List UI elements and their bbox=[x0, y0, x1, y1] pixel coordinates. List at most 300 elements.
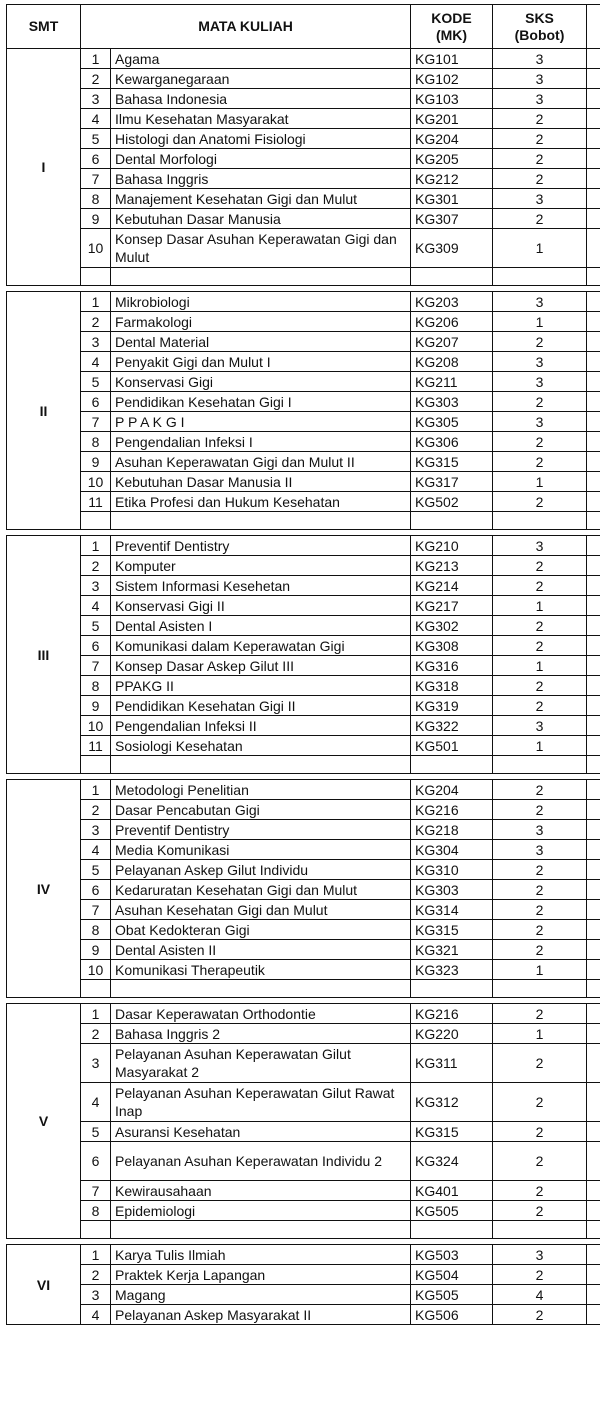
blank-row bbox=[7, 512, 600, 530]
course-number: 2 bbox=[81, 1024, 111, 1044]
table-edge bbox=[587, 452, 600, 472]
course-name: Ilmu Kesehatan Masyarakat bbox=[111, 109, 411, 129]
course-number: 3 bbox=[81, 89, 111, 109]
course-name: Asuransi Kesehatan bbox=[111, 1122, 411, 1142]
course-number: 2 bbox=[81, 800, 111, 820]
table-row bbox=[7, 209, 600, 229]
table-edge bbox=[587, 596, 600, 616]
table-row bbox=[7, 800, 600, 820]
course-sks: 3 bbox=[493, 412, 587, 432]
blank-cell bbox=[111, 268, 411, 286]
course-name: Penyakit Gigi dan Mulut I bbox=[111, 352, 411, 372]
course-number: 7 bbox=[81, 1181, 111, 1201]
table-edge bbox=[587, 1285, 600, 1305]
course-code: KG303 bbox=[411, 392, 493, 412]
course-name: Preventif Dentistry bbox=[111, 820, 411, 840]
course-code: KG308 bbox=[411, 636, 493, 656]
course-code: KG217 bbox=[411, 596, 493, 616]
course-name: Epidemiologi bbox=[111, 1201, 411, 1221]
course-sks: 2 bbox=[493, 940, 587, 960]
course-sks: 2 bbox=[493, 920, 587, 940]
table-row bbox=[7, 69, 600, 89]
course-code: KG301 bbox=[411, 189, 493, 209]
table-row bbox=[7, 920, 600, 940]
course-code: KG503 bbox=[411, 1245, 493, 1265]
course-code: KG210 bbox=[411, 536, 493, 556]
course-sks: 2 bbox=[493, 616, 587, 636]
blank-cell bbox=[111, 756, 411, 774]
course-number: 4 bbox=[81, 1083, 111, 1122]
course-number: 10 bbox=[81, 716, 111, 736]
table-edge bbox=[587, 676, 600, 696]
course-number: 8 bbox=[81, 1201, 111, 1221]
course-name: Konservasi Gigi bbox=[111, 372, 411, 392]
semester-label: II bbox=[7, 292, 81, 530]
table-row bbox=[7, 1083, 600, 1122]
course-number: 1 bbox=[81, 780, 111, 800]
table-row bbox=[7, 616, 600, 636]
table-edge bbox=[587, 636, 600, 656]
course-number: 5 bbox=[81, 860, 111, 880]
course-code: KG316 bbox=[411, 656, 493, 676]
course-code: KG206 bbox=[411, 312, 493, 332]
table-row bbox=[7, 452, 600, 472]
course-code: KG216 bbox=[411, 800, 493, 820]
course-name: Pendidikan Kesehatan Gigi I bbox=[111, 392, 411, 412]
blank-cell bbox=[411, 268, 493, 286]
semester-label: III bbox=[7, 536, 81, 774]
course-code: KG213 bbox=[411, 556, 493, 576]
table-edge bbox=[587, 372, 600, 392]
course-code: KG501 bbox=[411, 736, 493, 756]
table-edge bbox=[587, 1142, 600, 1181]
table-row bbox=[7, 1201, 600, 1221]
course-number: 6 bbox=[81, 880, 111, 900]
table-row bbox=[7, 960, 600, 980]
table-edge bbox=[587, 1024, 600, 1044]
table-row bbox=[7, 352, 600, 372]
course-name: Komunikasi dalam Keperawatan Gigi bbox=[111, 636, 411, 656]
course-code: KG314 bbox=[411, 900, 493, 920]
course-number: 2 bbox=[81, 312, 111, 332]
course-sks: 2 bbox=[493, 129, 587, 149]
course-number: 8 bbox=[81, 920, 111, 940]
course-number: 8 bbox=[81, 676, 111, 696]
course-number: 1 bbox=[81, 536, 111, 556]
table-row bbox=[7, 89, 600, 109]
course-number: 3 bbox=[81, 1285, 111, 1305]
course-sks: 3 bbox=[493, 840, 587, 860]
blank-row bbox=[7, 268, 600, 286]
table-edge bbox=[587, 472, 600, 492]
course-name: Etika Profesi dan Hukum Kesehatan bbox=[111, 492, 411, 512]
table-row bbox=[7, 372, 600, 392]
course-number: 11 bbox=[81, 736, 111, 756]
table-edge bbox=[587, 1083, 600, 1122]
course-code: KG506 bbox=[411, 1305, 493, 1325]
course-code: KG321 bbox=[411, 940, 493, 960]
course-code: KG103 bbox=[411, 89, 493, 109]
table-header bbox=[7, 5, 600, 49]
course-number: 6 bbox=[81, 392, 111, 412]
blank-cell bbox=[411, 756, 493, 774]
course-code: KG324 bbox=[411, 1142, 493, 1181]
course-code: KG204 bbox=[411, 780, 493, 800]
course-sks: 2 bbox=[493, 780, 587, 800]
course-code: KG505 bbox=[411, 1201, 493, 1221]
table-row bbox=[7, 820, 600, 840]
course-name: Media Komunikasi bbox=[111, 840, 411, 860]
blank-cell bbox=[81, 756, 111, 774]
course-number: 10 bbox=[81, 229, 111, 268]
table-edge bbox=[587, 920, 600, 940]
course-name: Mikrobiologi bbox=[111, 292, 411, 312]
course-name: Asuhan Keperawatan Gigi dan Mulut II bbox=[111, 452, 411, 472]
table-edge bbox=[587, 840, 600, 860]
course-sks: 3 bbox=[493, 1245, 587, 1265]
course-code: KG317 bbox=[411, 472, 493, 492]
course-sks: 2 bbox=[493, 392, 587, 412]
blank-cell bbox=[493, 756, 587, 774]
course-number: 2 bbox=[81, 1265, 111, 1285]
course-sks: 3 bbox=[493, 536, 587, 556]
course-number: 5 bbox=[81, 1122, 111, 1142]
course-number: 1 bbox=[81, 49, 111, 69]
course-sks: 3 bbox=[493, 69, 587, 89]
course-sks: 2 bbox=[493, 1083, 587, 1122]
header-sks-line2: (Bobot) bbox=[514, 26, 565, 43]
table-row bbox=[7, 1024, 600, 1044]
course-sks: 3 bbox=[493, 89, 587, 109]
course-number: 5 bbox=[81, 129, 111, 149]
course-number: 6 bbox=[81, 636, 111, 656]
course-name: Asuhan Kesehatan Gigi dan Mulut bbox=[111, 900, 411, 920]
course-number: 6 bbox=[81, 1142, 111, 1181]
course-name: Konsep Dasar Asuhan Keperawatan Gigi dan Mulut bbox=[111, 229, 411, 268]
table-edge bbox=[587, 109, 600, 129]
course-sks: 2 bbox=[493, 109, 587, 129]
blank-cell bbox=[81, 980, 111, 998]
table-row bbox=[7, 1044, 600, 1083]
course-sks: 2 bbox=[493, 1122, 587, 1142]
table-edge bbox=[587, 189, 600, 209]
blank-cell bbox=[493, 980, 587, 998]
course-number: 7 bbox=[81, 412, 111, 432]
course-sks: 2 bbox=[493, 800, 587, 820]
table-row bbox=[7, 596, 600, 616]
table-edge bbox=[587, 616, 600, 636]
table-edge bbox=[587, 1265, 600, 1285]
blank-cell bbox=[493, 512, 587, 530]
table-edge bbox=[587, 656, 600, 676]
course-sks: 2 bbox=[493, 880, 587, 900]
course-code: KG322 bbox=[411, 716, 493, 736]
table-edge bbox=[587, 900, 600, 920]
course-sks: 2 bbox=[493, 1201, 587, 1221]
table-row bbox=[7, 880, 600, 900]
course-number: 9 bbox=[81, 452, 111, 472]
course-name: Dental Asisten I bbox=[111, 616, 411, 636]
table-edge bbox=[587, 736, 600, 756]
course-name: Kewarganegaraan bbox=[111, 69, 411, 89]
course-sks: 2 bbox=[493, 860, 587, 880]
course-sks: 2 bbox=[493, 492, 587, 512]
table-row bbox=[7, 432, 600, 452]
table-edge bbox=[587, 940, 600, 960]
course-number: 10 bbox=[81, 472, 111, 492]
course-code: KG304 bbox=[411, 840, 493, 860]
table-edge bbox=[587, 332, 600, 352]
course-sks: 2 bbox=[493, 1044, 587, 1083]
course-sks: 3 bbox=[493, 189, 587, 209]
course-number: 9 bbox=[81, 696, 111, 716]
course-code: KG505 bbox=[411, 1285, 493, 1305]
course-sks: 2 bbox=[493, 1305, 587, 1325]
course-name: Pendidikan Kesehatan Gigi II bbox=[111, 696, 411, 716]
table-edge bbox=[587, 229, 600, 268]
course-sks: 1 bbox=[493, 960, 587, 980]
course-name: Komunikasi Therapeutik bbox=[111, 960, 411, 980]
table-edge bbox=[587, 1245, 600, 1265]
table-edge bbox=[587, 1122, 600, 1142]
course-name: Pelayanan Asuhan Keperawatan Gilut Masyarakat 2 bbox=[111, 1044, 411, 1083]
course-sks: 1 bbox=[493, 736, 587, 756]
course-name: Magang bbox=[111, 1285, 411, 1305]
table-row bbox=[7, 392, 600, 412]
semester-label: I bbox=[7, 49, 81, 286]
course-code: KG311 bbox=[411, 1044, 493, 1083]
table-row bbox=[7, 169, 600, 189]
table-edge bbox=[587, 89, 600, 109]
table-row bbox=[7, 492, 600, 512]
blank-row bbox=[7, 1221, 600, 1239]
course-sks: 3 bbox=[493, 372, 587, 392]
course-number: 9 bbox=[81, 940, 111, 960]
course-number: 5 bbox=[81, 616, 111, 636]
blank-row bbox=[7, 980, 600, 998]
table-edge bbox=[587, 169, 600, 189]
course-number: 1 bbox=[81, 1245, 111, 1265]
course-code: KG214 bbox=[411, 576, 493, 596]
table-edge bbox=[587, 49, 600, 69]
course-code: KG306 bbox=[411, 432, 493, 452]
course-code: KG303 bbox=[411, 880, 493, 900]
table-row bbox=[7, 716, 600, 736]
table-edge bbox=[587, 352, 600, 372]
table-edge bbox=[587, 5, 600, 49]
table-row bbox=[7, 1181, 600, 1201]
course-number: 4 bbox=[81, 1305, 111, 1325]
blank-cell bbox=[493, 1221, 587, 1239]
table-edge bbox=[587, 756, 600, 774]
table-row bbox=[7, 292, 600, 312]
table-row bbox=[7, 1285, 600, 1305]
course-sks: 2 bbox=[493, 169, 587, 189]
table-edge bbox=[587, 820, 600, 840]
table-row bbox=[7, 1265, 600, 1285]
course-number: 5 bbox=[81, 372, 111, 392]
course-name: P P A K G I bbox=[111, 412, 411, 432]
course-number: 6 bbox=[81, 149, 111, 169]
course-code: KG315 bbox=[411, 452, 493, 472]
course-sks: 2 bbox=[493, 1142, 587, 1181]
semester-label: VI bbox=[7, 1245, 81, 1325]
course-number: 4 bbox=[81, 352, 111, 372]
semester-label: V bbox=[7, 1004, 81, 1239]
course-name: Sistem Informasi Kesehetan bbox=[111, 576, 411, 596]
table-row bbox=[7, 840, 600, 860]
course-sks: 2 bbox=[493, 696, 587, 716]
course-name: Pengendalian Infeksi I bbox=[111, 432, 411, 452]
course-sks: 2 bbox=[493, 149, 587, 169]
course-sks: 1 bbox=[493, 596, 587, 616]
table-row bbox=[7, 656, 600, 676]
table-row bbox=[7, 129, 600, 149]
table-row bbox=[7, 1122, 600, 1142]
table-row bbox=[7, 676, 600, 696]
header-sks-line1: SKS bbox=[525, 9, 554, 26]
table-edge bbox=[587, 312, 600, 332]
table-edge bbox=[587, 129, 600, 149]
course-name: Konservasi Gigi II bbox=[111, 596, 411, 616]
blank-cell bbox=[411, 980, 493, 998]
course-name: Pengendalian Infeksi II bbox=[111, 716, 411, 736]
course-sks: 2 bbox=[493, 432, 587, 452]
table-row bbox=[7, 736, 600, 756]
course-sks: 2 bbox=[493, 900, 587, 920]
course-number: 3 bbox=[81, 576, 111, 596]
table-edge bbox=[587, 860, 600, 880]
course-name: Histologi dan Anatomi Fisiologi bbox=[111, 129, 411, 149]
course-code: KG205 bbox=[411, 149, 493, 169]
course-code: KG315 bbox=[411, 1122, 493, 1142]
course-code: KG102 bbox=[411, 69, 493, 89]
course-sks: 1 bbox=[493, 472, 587, 492]
table-edge bbox=[587, 432, 600, 452]
course-name: Farmakologi bbox=[111, 312, 411, 332]
table-row bbox=[7, 332, 600, 352]
course-code: KG504 bbox=[411, 1265, 493, 1285]
course-code: KG310 bbox=[411, 860, 493, 880]
table-edge bbox=[587, 492, 600, 512]
header-kode-line2: (MK) bbox=[435, 26, 468, 43]
blank-cell bbox=[493, 268, 587, 286]
table-edge bbox=[587, 716, 600, 736]
blank-cell bbox=[81, 268, 111, 286]
table-row bbox=[7, 696, 600, 716]
table-row bbox=[7, 189, 600, 209]
course-sks: 2 bbox=[493, 576, 587, 596]
course-code: KG211 bbox=[411, 372, 493, 392]
table-row bbox=[7, 1004, 600, 1024]
table-row bbox=[7, 412, 600, 432]
table-row bbox=[7, 940, 600, 960]
course-sks: 1 bbox=[493, 229, 587, 268]
table-edge bbox=[587, 960, 600, 980]
course-code: KG207 bbox=[411, 332, 493, 352]
course-name: Konsep Dasar Askep Gilut III bbox=[111, 656, 411, 676]
table-edge bbox=[587, 536, 600, 556]
blank-cell bbox=[111, 1221, 411, 1239]
course-name: Bahasa Inggris 2 bbox=[111, 1024, 411, 1044]
course-name: Bahasa Indonesia bbox=[111, 89, 411, 109]
course-code: KG203 bbox=[411, 292, 493, 312]
course-name: Pelayanan Asuhan Keperawatan Gilut Rawat Inap bbox=[111, 1083, 411, 1122]
blank-cell bbox=[111, 980, 411, 998]
course-sks: 1 bbox=[493, 656, 587, 676]
course-name: Bahasa Inggris bbox=[111, 169, 411, 189]
course-name: Dasar Keperawatan Orthodontie bbox=[111, 1004, 411, 1024]
course-code: KG401 bbox=[411, 1181, 493, 1201]
blank-cell bbox=[411, 1221, 493, 1239]
table-edge bbox=[587, 1181, 600, 1201]
course-number: 7 bbox=[81, 169, 111, 189]
table-edge bbox=[587, 69, 600, 89]
blank-row bbox=[7, 756, 600, 774]
table-edge bbox=[587, 1305, 600, 1325]
course-name: Pelayanan Askep Gilut Individu bbox=[111, 860, 411, 880]
course-number: 1 bbox=[81, 292, 111, 312]
table-row bbox=[7, 536, 600, 556]
table-row bbox=[7, 556, 600, 576]
course-number: 9 bbox=[81, 209, 111, 229]
course-number: 11 bbox=[81, 492, 111, 512]
course-sks: 2 bbox=[493, 1265, 587, 1285]
course-number: 10 bbox=[81, 960, 111, 980]
table-edge bbox=[587, 800, 600, 820]
course-sks: 2 bbox=[493, 209, 587, 229]
course-sks: 1 bbox=[493, 312, 587, 332]
course-name: Kedaruratan Kesehatan Gigi dan Mulut bbox=[111, 880, 411, 900]
table-edge bbox=[587, 576, 600, 596]
course-name: Komputer bbox=[111, 556, 411, 576]
course-sks: 3 bbox=[493, 716, 587, 736]
course-name: Kebutuhan Dasar Manusia bbox=[111, 209, 411, 229]
blank-cell bbox=[81, 512, 111, 530]
course-name: Metodologi Penelitian bbox=[111, 780, 411, 800]
header-sks bbox=[493, 5, 587, 49]
course-number: 4 bbox=[81, 109, 111, 129]
course-name: Obat Kedokteran Gigi bbox=[111, 920, 411, 940]
table-row bbox=[7, 149, 600, 169]
course-number: 2 bbox=[81, 69, 111, 89]
table-row bbox=[7, 1245, 600, 1265]
course-code: KG204 bbox=[411, 129, 493, 149]
course-sks: 3 bbox=[493, 352, 587, 372]
table-body bbox=[7, 49, 600, 1325]
course-sks: 2 bbox=[493, 452, 587, 472]
table-edge bbox=[587, 512, 600, 530]
course-code: KG212 bbox=[411, 169, 493, 189]
course-number: 3 bbox=[81, 1044, 111, 1083]
course-code: KG502 bbox=[411, 492, 493, 512]
table-edge bbox=[587, 880, 600, 900]
course-code: KG315 bbox=[411, 920, 493, 940]
course-number: 8 bbox=[81, 432, 111, 452]
course-sks: 2 bbox=[493, 676, 587, 696]
course-code: KG305 bbox=[411, 412, 493, 432]
table-edge bbox=[587, 268, 600, 286]
course-sks: 2 bbox=[493, 1181, 587, 1201]
course-code: KG309 bbox=[411, 229, 493, 268]
header-kode-line1: KODE bbox=[431, 9, 472, 26]
course-name: Pelayanan Asuhan Keperawatan Individu 2 bbox=[111, 1142, 411, 1181]
table-edge bbox=[587, 1044, 600, 1083]
table-row bbox=[7, 1305, 600, 1325]
blank-cell bbox=[81, 1221, 111, 1239]
course-name: Preventif Dentistry bbox=[111, 536, 411, 556]
course-sks: 3 bbox=[493, 292, 587, 312]
